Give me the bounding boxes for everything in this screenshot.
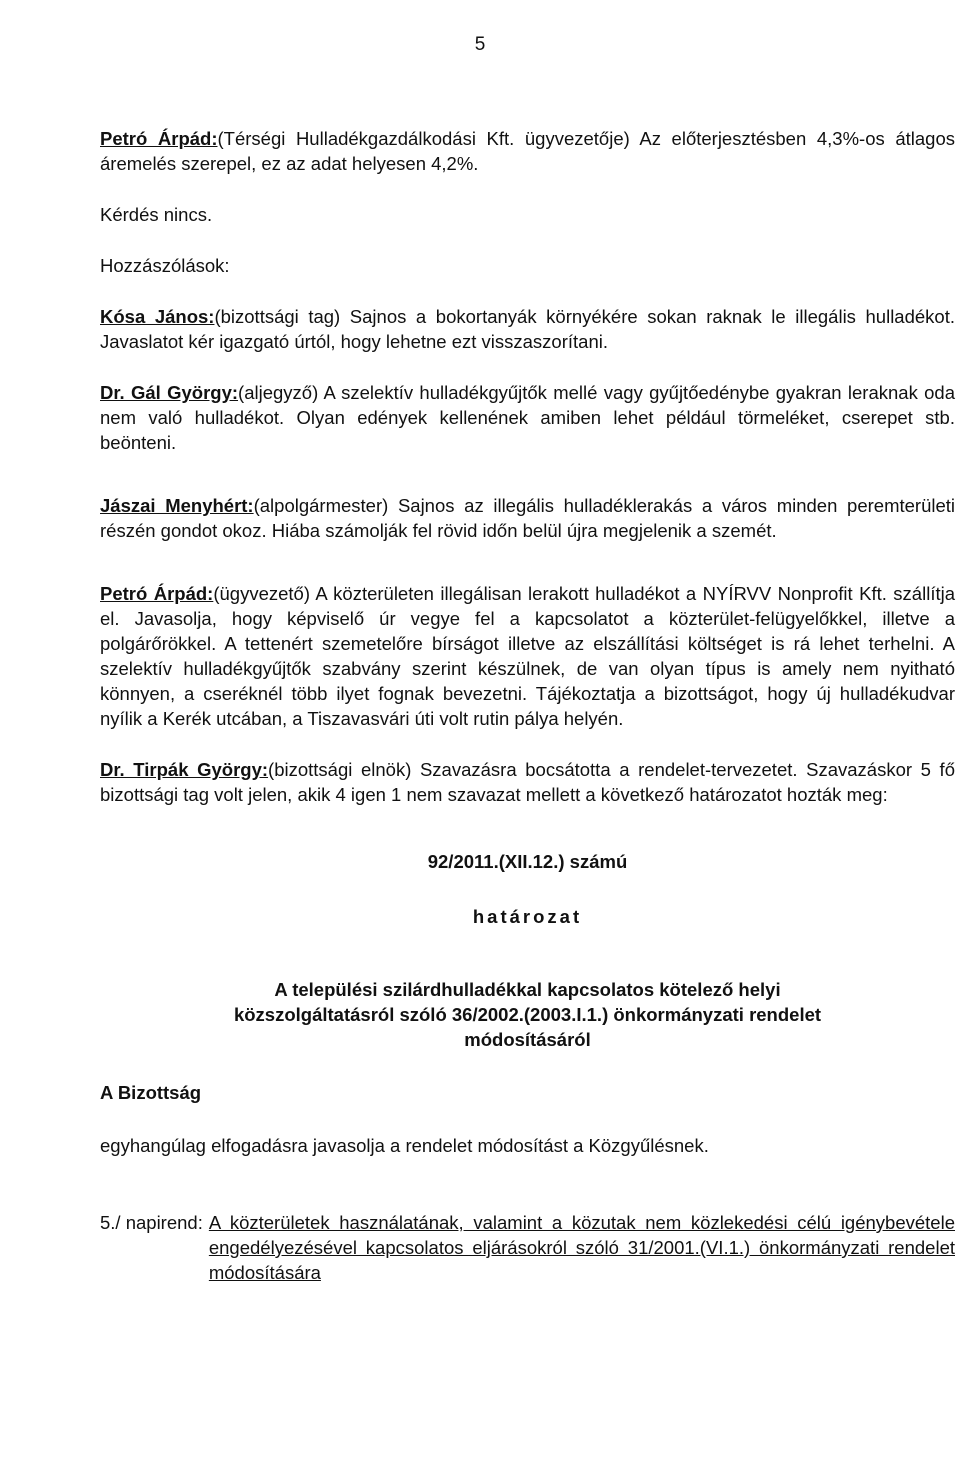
paragraph-petro-2 [100, 581, 955, 731]
resolution-title [100, 977, 955, 1052]
paragraph-text: (bizottsági elnök) Szavazásra bocsátotta a rendelet-tervezetet. Szavazáskor 5 fő bizottsági tag volt jelen, akik 4 igen 1 nem szavazat mellett a következő határozatot hozták meg: [100, 759, 955, 805]
resolution-type: határozat [472, 906, 583, 927]
speaker-name: Dr. Gál György: [100, 382, 239, 403]
speaker-name: Kósa János: [100, 306, 215, 327]
speaker-name: Petró Árpád: [100, 128, 218, 149]
resolution-body-heading: A Bizottság [100, 1082, 202, 1103]
paragraph-text: (alpolgármester) Sajnos az illegális hulladéklerakás a város minden peremterületi részén gondot okoz. Hiába számolják fel rövid időn belül újra megjelenik a szemét. [100, 495, 956, 541]
paragraph-comments-heading: Hozzászólások: [100, 255, 230, 276]
resolution-title-line: módosításáról [464, 1029, 591, 1050]
paragraph-tirpak [100, 757, 955, 807]
paragraph-text: (aljegyző) A szelektív hulladékgyűjtők mellé vagy gyűjtőedénybe gyakran leraknak oda nem való hulladékot. Olyan edények kellenének amiben lehet például törmeléket, cserepet stb. beönteni. [100, 382, 955, 453]
resolution-title-line: közszolgáltatásról szóló 36/2002.(2003.I.1.) önkormányzati rendelet [233, 1004, 822, 1025]
resolution-title-line: A települési szilárdhulladékkal kapcsolatos kötelező helyi [274, 979, 781, 1000]
paragraph-text: (bizottsági tag) Sajnos a bokortanyák környékére sokan raknak le illegális hulladékot. Javaslatot kér igazgató úrtól, hogy lehetne ezt visszaszorítani. [100, 306, 955, 352]
paragraph-text: (ügyvezető) A közterületen illegálisan lerakott hulladékot a NYÍRVV Nonprofit Kft. szállítja el. Javasolja, hogy képviselő úr vegye fel a kapcsolatot a közterület-felügyelőkkel, illetve a polgárőrökkel. A tettenért szemetelőre bírságot illetve az elszállítási költséget is rá lehet terhelni. A szelektív hulladékgyűjtők szabvány szerint készülnek, de van olyan típus is amely nem nyitható könnyen, a cseréknél több ilyet fognak bevezetni. Tájékoztatja a bizottságot, hogy új hulladékudvar nyílik a Kerék utcában, a Tiszavasvári úti volt rutin pálya helyén. [100, 583, 955, 729]
agenda-label: 5./ napirend: [100, 1212, 203, 1233]
paragraph-no-questions: Kérdés nincs. [100, 204, 213, 225]
speaker-name: Dr. Tirpák György: [100, 759, 269, 780]
paragraph-kosa [100, 304, 955, 354]
paragraph-petro-1 [100, 126, 955, 176]
document-body [100, 126, 955, 1285]
paragraph-text: (Térségi Hulladékgazdálkodási Kft. ügyvezetője) Az előterjesztésben 4,3%-os átlagos áremelés szerepel, ez az adat helyesen 4,2%. [100, 128, 955, 174]
page-number: 5 [474, 34, 486, 55]
resolution-number: 92/2011.(XII.12.) számú [427, 851, 628, 872]
speaker-name: Petró Árpád: [100, 583, 214, 604]
paragraph-jaszai [100, 493, 955, 543]
agenda-title: A közterületek használatának, valamint a közutak nem közlekedési célú igénybevétele engedélyezésével kapcsolatos eljárásokról szóló 31/2001.(VI.1.) önkormányzati rendelet módosítására [208, 1212, 955, 1283]
agenda-item [100, 1210, 955, 1285]
resolution-decision: egyhangúlag elfogadásra javasolja a rendelet módosítást a Közgyűlésnek. [100, 1135, 709, 1156]
paragraph-gal [100, 380, 955, 455]
speaker-name: Jászai Menyhért: [100, 495, 254, 516]
